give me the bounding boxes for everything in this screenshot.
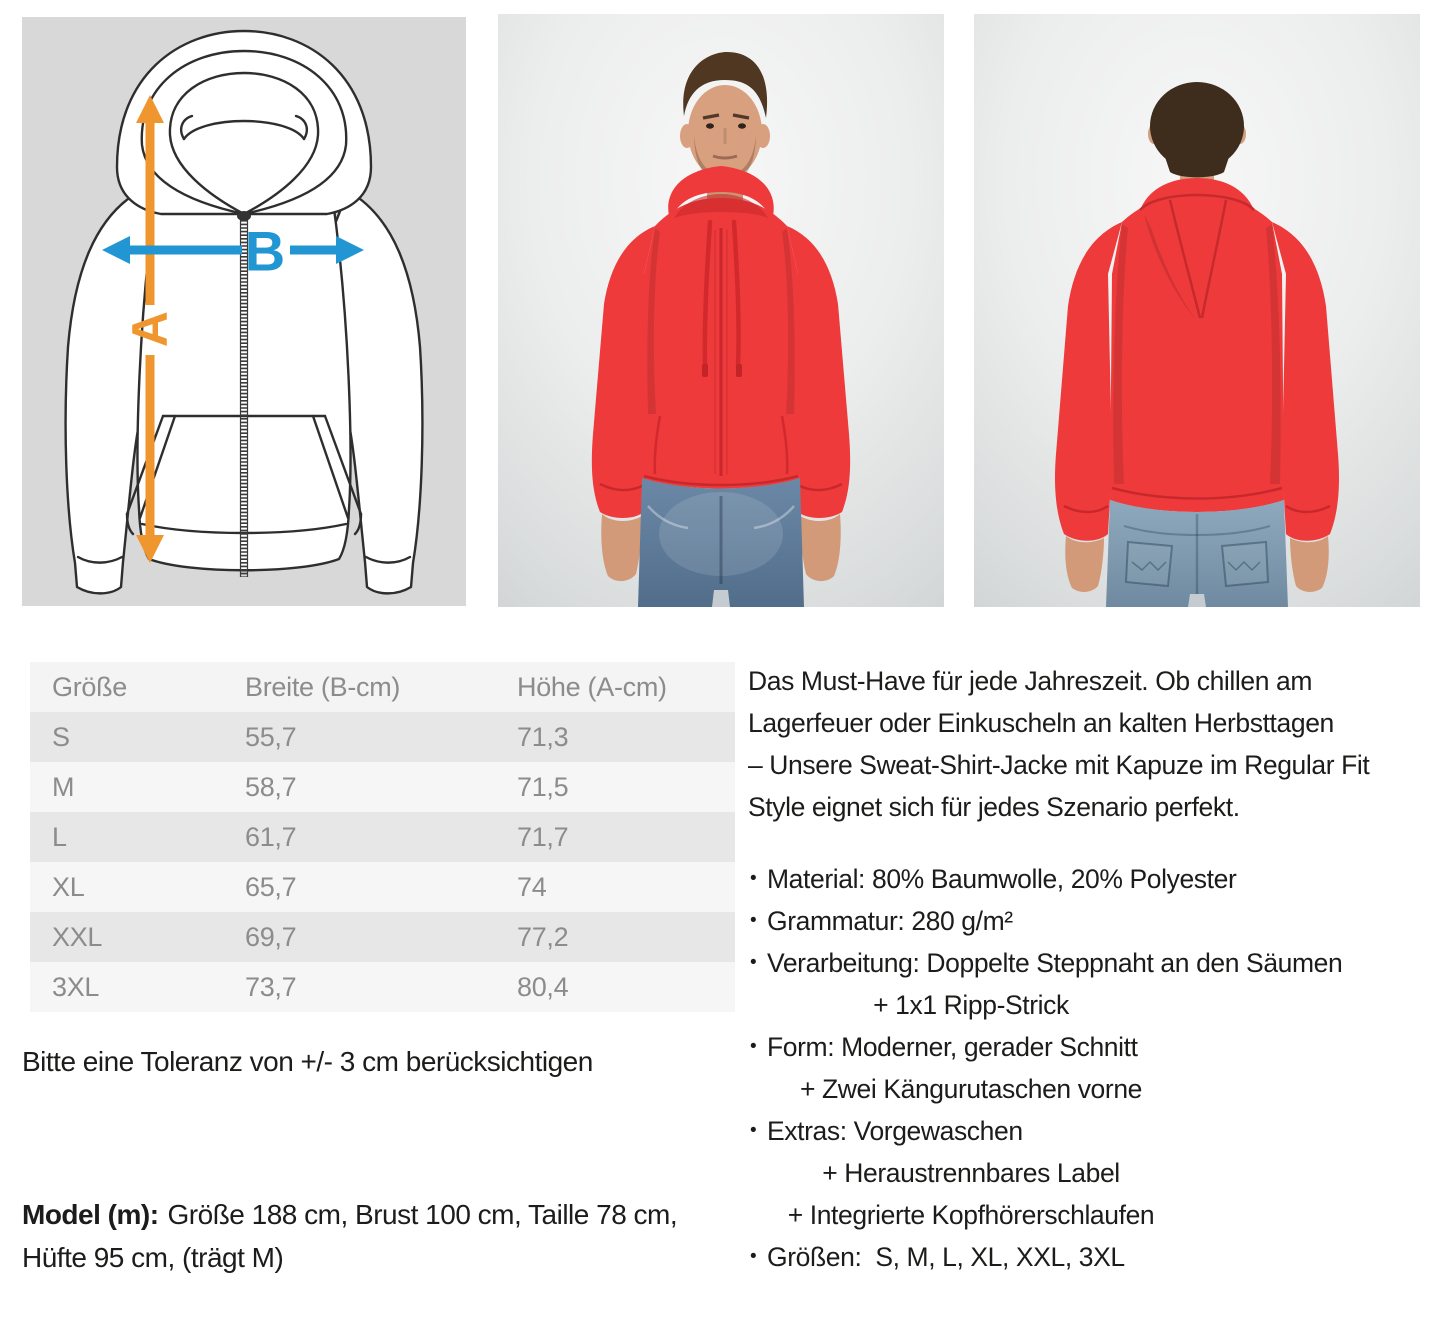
bullet-marker: •: [750, 1120, 757, 1141]
feature-item: [750, 1236, 1438, 1278]
size-table: [30, 662, 735, 1012]
table-cell: 71,7: [517, 821, 569, 852]
front-photo-graphic: [498, 14, 944, 607]
intro-line: – Unsere Sweat-Shirt-Jacke mit Kapuze im Regular Fit: [748, 750, 1370, 780]
table-cell: 3XL: [52, 971, 100, 1002]
table-cell: 61,7: [245, 821, 297, 852]
feature-item: [750, 900, 1438, 942]
feature-line: • Material: 80% Baumwolle, 20% Polyester: [750, 858, 1438, 900]
table-row: [30, 762, 735, 812]
front-jeans: [638, 478, 804, 607]
back-model-hair: [1150, 82, 1244, 170]
model-label: Model (m):: [22, 1199, 159, 1230]
bullet-marker: •: [750, 952, 757, 973]
table-cell: L: [52, 821, 67, 852]
model-back-photo: [974, 14, 1420, 607]
feature-continuation: + Zwei Kängurutaschen vorne: [799, 1074, 1142, 1104]
table-cell: 65,7: [245, 871, 297, 902]
table-header-row: [30, 662, 735, 712]
feature-line: • Grammatur: 280 g/m²: [750, 900, 1438, 942]
tolerance-note: Bitte eine Toleranz von +/- 3 cm berücksichtigen: [22, 1046, 593, 1077]
table-cell: 71,3: [517, 721, 569, 752]
intro-line: Style eignet sich für jedes Szenario perfekt.: [748, 792, 1240, 822]
table-row: [30, 962, 735, 1012]
col-header-hoehe: Höhe (A-cm): [517, 671, 667, 702]
product-description: [748, 660, 1438, 1278]
table-cell: 55,7: [245, 721, 297, 752]
feature-line: • Verarbeitung: Doppelte Steppnaht an den Säumen: [750, 942, 1438, 984]
size-table-body: [30, 712, 735, 1012]
height-arrow-label: A: [122, 310, 178, 348]
bullet-marker: •: [750, 910, 757, 931]
table-cell: 74: [517, 871, 547, 902]
col-header-size: Größe: [52, 671, 128, 702]
model-details: Größe 188 cm, Brust 100 cm, Taille 78 cm, Hüfte 95 cm, (trägt M): [22, 1199, 678, 1273]
model-info: [22, 1193, 734, 1279]
table-cell: 69,7: [245, 921, 297, 952]
intro-line: Lagerfeuer oder Einkuscheln an kalten Herbsttagen: [748, 708, 1334, 738]
feature-continuation: + Integrierte Kopfhörerschlaufen: [787, 1200, 1155, 1230]
size-diagram-panel: [22, 17, 466, 606]
feature-line: • Extras: Vorgewaschen: [750, 1110, 1438, 1152]
description-intro: [748, 660, 1438, 828]
bullet-marker: •: [750, 1246, 757, 1267]
bullet-marker: •: [750, 1036, 757, 1057]
intro-line: Das Must-Have für jede Jahreszeit. Ob chillen am: [748, 666, 1313, 696]
table-cell: 71,5: [517, 771, 569, 802]
feature-continuation: + 1x1 Ripp-Strick: [873, 990, 1069, 1020]
feature-list: [750, 858, 1438, 1278]
model-front-photo: [498, 14, 944, 607]
table-row: [30, 862, 735, 912]
feature-line: • Größen: S, M, L, XL, XXL, 3XL: [750, 1236, 1438, 1278]
table-cell: XL: [52, 871, 85, 902]
feature-item: [750, 1026, 1438, 1110]
table-row: [30, 812, 735, 862]
bullet-marker: •: [750, 868, 757, 889]
back-photo-graphic: [974, 14, 1420, 607]
table-cell: 58,7: [245, 771, 297, 802]
table-cell: 77,2: [517, 921, 569, 952]
table-cell: XXL: [52, 921, 103, 952]
width-arrow-label: B: [244, 219, 286, 283]
feature-item: [750, 858, 1438, 900]
table-cell: 80,4: [517, 971, 569, 1002]
table-row: [30, 912, 735, 962]
table-cell: S: [52, 721, 70, 752]
feature-line: • Form: Moderner, gerader Schnitt: [750, 1026, 1438, 1068]
col-header-breite: Breite (B-cm): [245, 671, 401, 702]
back-jeans: [1106, 500, 1288, 607]
hoodie-line-drawing: [22, 17, 466, 606]
feature-continuation: + Heraustrennbares Label: [822, 1158, 1120, 1188]
table-row: [30, 712, 735, 762]
feature-item: [750, 1110, 1438, 1236]
table-cell: 73,7: [245, 971, 297, 1002]
table-cell: M: [52, 771, 75, 802]
feature-item: [750, 942, 1438, 1026]
